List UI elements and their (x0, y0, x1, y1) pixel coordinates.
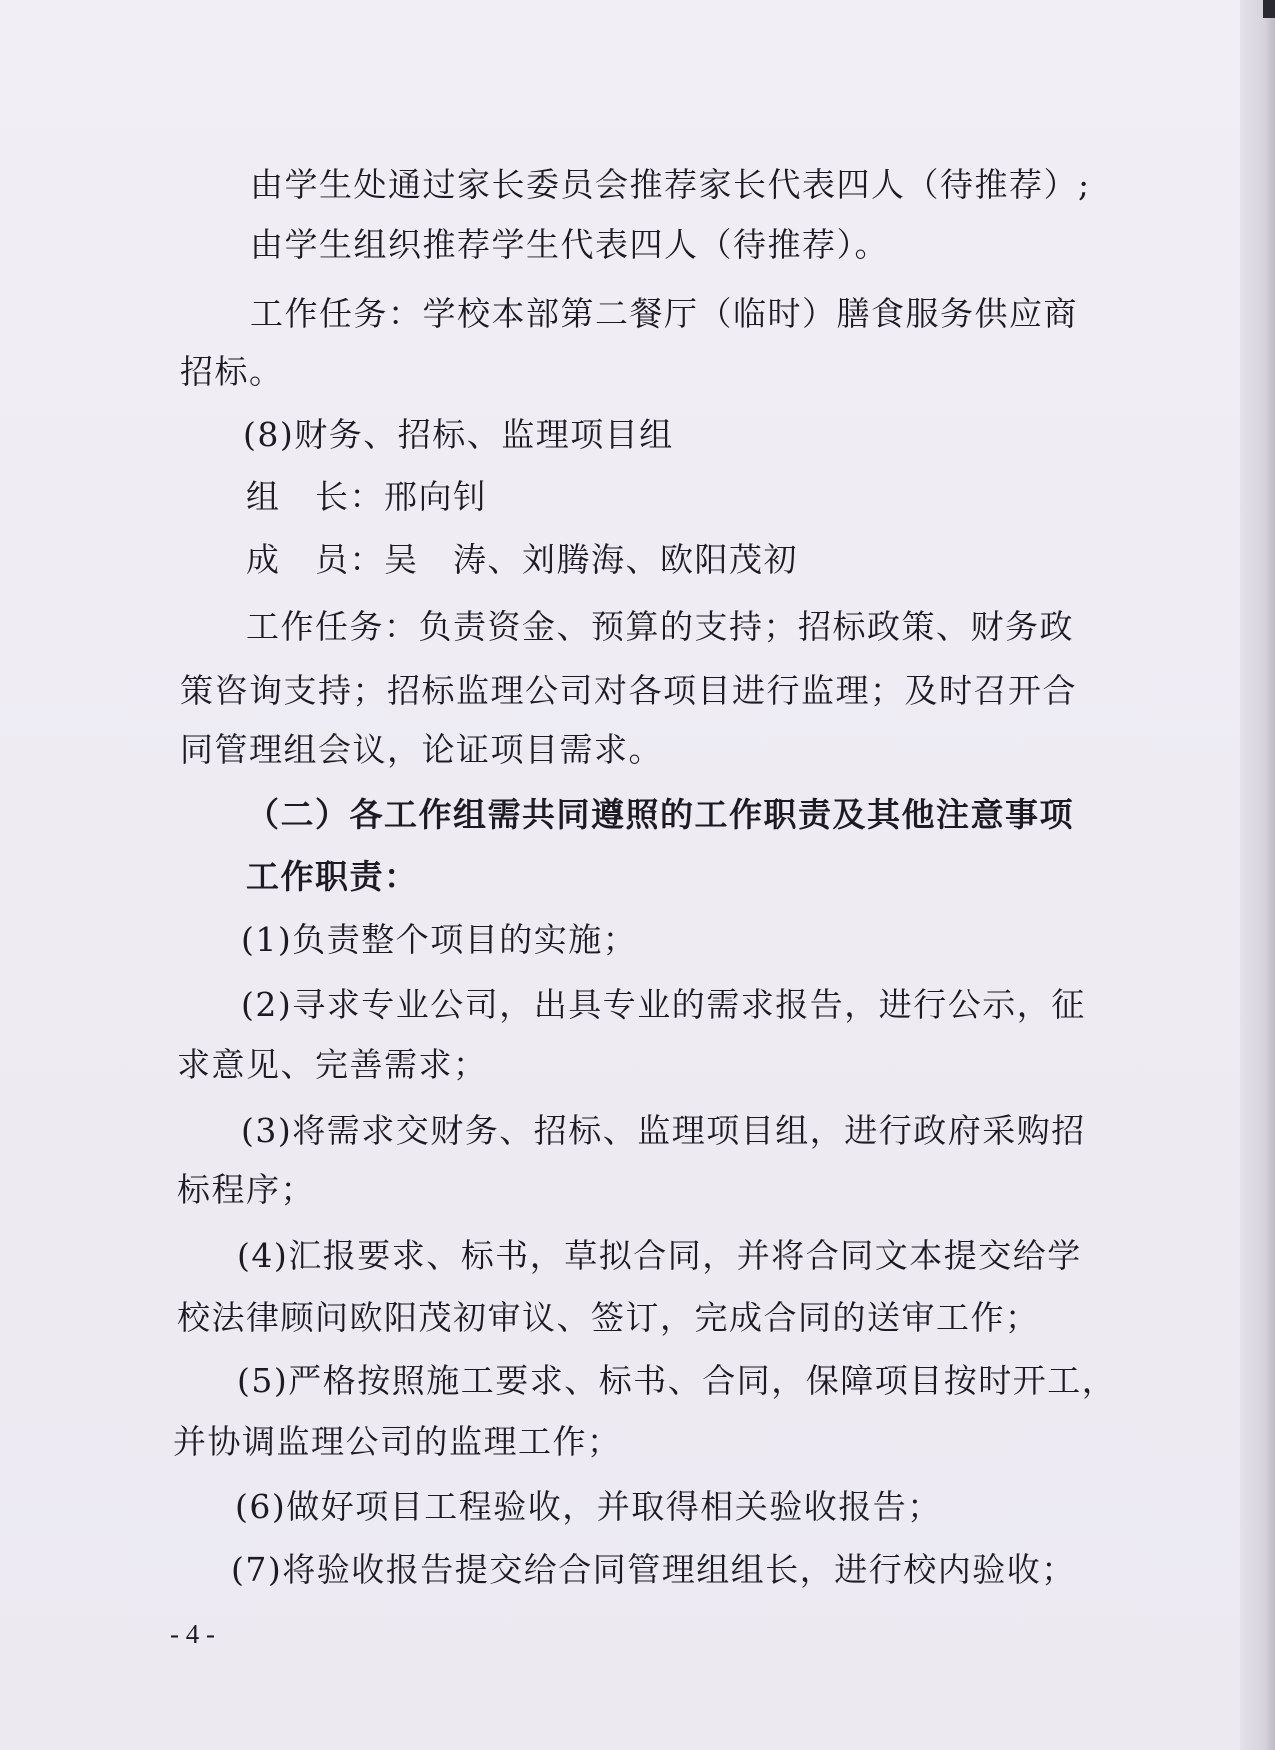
list-item-continuation: 求意见、完善需求； (177, 1045, 488, 1084)
text-line: 同管理组会议，论证项目需求。 (180, 730, 663, 769)
scan-edge-mark (1263, 0, 1275, 18)
scan-edge-shadow (1240, 0, 1275, 1750)
list-item: (6)做好项目工程验收，并取得相关验收报告； (235, 1487, 942, 1526)
list-item: (3)将需求交财务、招标、监理项目组，进行政府采购招 (241, 1111, 1086, 1150)
subsection-label: 工作职责： (246, 857, 419, 896)
text-line: 工作任务：负责资金、预算的支持；招标政策、财务政 (246, 607, 1074, 646)
list-item: (2)寻求专业公司，出具专业的需求报告，进行公示，征 (241, 985, 1086, 1024)
text-line: 组 长：邢向钊 (246, 477, 488, 516)
list-item-continuation: 校法律顾问欧阳茂初审议、签订，完成合同的送审工作； (177, 1298, 1040, 1337)
subsection-heading: （二）各工作组需共同遵照的工作职责及其他注意事项 (246, 795, 1074, 834)
list-item-continuation: 标程序； (177, 1170, 315, 1209)
text-line: 策咨询支持；招标监理公司对各项目进行监理；及时召开合 (180, 671, 1077, 710)
text-line: 由学生组织推荐学生代表四人（待推荐）。 (250, 225, 889, 264)
list-item: (4)汇报要求、标书，草拟合同，并将合同文本提交给学 (237, 1236, 1082, 1275)
section-heading: (8)财务、招标、监理项目组 (243, 415, 674, 454)
text-line: 成 员：吴 涛、刘腾海、欧阳茂初 (246, 540, 798, 579)
text-line: 招标。 (180, 352, 284, 391)
text-line: 由学生处通过家长委员会推荐家长代表四人（待推荐）; (250, 165, 1091, 204)
text-line: 工作任务：学校本部第二餐厅（临时）膳食服务供应商 (250, 294, 1078, 333)
list-item-continuation: 并协调监理公司的监理工作； (173, 1422, 622, 1461)
list-item: (7)将验收报告提交给合同管理组组长，进行校内验收； (231, 1550, 1076, 1589)
list-item: (5)严格按照施工要求、标书、合同，保障项目按时开工， (237, 1361, 1117, 1400)
list-item: (1)负责整个项目的实施； (241, 920, 638, 959)
page-number: - 4 - (170, 1619, 215, 1649)
